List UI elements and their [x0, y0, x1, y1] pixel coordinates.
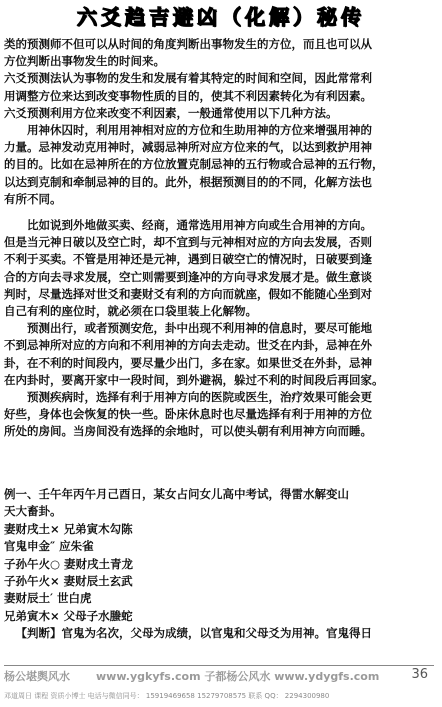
footer-contact: 邓道周日 课程 资质小博士 电话与微信同号： 15919469658 15279708575 联系 QQ： 2294300980 [4, 692, 330, 700]
paragraph [4, 36, 434, 70]
page-number: 36 [411, 667, 428, 682]
paragraph-line: 用调整方位来达到改变事物性质的目的，使其不利因素转化为有利因素。 [4, 88, 372, 103]
paragraph [4, 70, 434, 122]
paragraph-line: 但是当元神日破以及空亡时，却不宜到与元神相对应的方向去发展，否则 [4, 235, 372, 250]
paragraph-line: 所处的房间。当房间没有选择的余地时，可以使头朝有利用神方向而睡。 [4, 424, 372, 439]
paragraph-line: 预测疾病时，选择有利于用神方向的医院或医生，治疗效果可能会更 [27, 390, 372, 405]
hexagram-line: 妻财戌土× 兄弟寅木勾陈 [4, 521, 133, 536]
paragraph-line: 预测出行，或者预测安危，卦中出现不利用神的信息时，要尽可能地 [27, 321, 372, 336]
paragraph-line: 自己有利的座位时，就必须在口袋里装上化解物。 [4, 304, 257, 319]
paragraph-line: 不利于买卖。不管是用神还是元神，遇到日破空亡的情况时，日破要到逢 [4, 252, 372, 267]
footer-links: www.ygkyfs.com 子都杨公风水 www.ydygfs.com [96, 670, 380, 683]
paragraph-line: 的目的。比如在忌神所在的方位放置克制忌神的五行物或合忌神的五行物， [4, 157, 384, 172]
example-section [4, 486, 434, 643]
paragraph-line: 六爻预测法认为事物的发生和发展有着其特定的时间和空间，因此常常利 [4, 71, 372, 86]
footer-divider [4, 665, 434, 666]
hexagram-line: 子孙午火× 妻财辰土玄武 [4, 574, 133, 589]
judgement-line: 【判断】官鬼为名次，父母为成绩，以官鬼和父母爻为用神。官鬼得日 [15, 626, 372, 641]
paragraph-line: 判时，尽量选择对世爻和妻财爻有利的方向而就座，假如不能随心坐到对 [4, 286, 372, 301]
paragraph-line: 不到忌神所对应的方向和不利用神的方向去走动。世爻在内卦，忌神在外 [4, 338, 372, 353]
paragraph-line: 力量。忌神发动克用神时，减弱忌神所对应方位来的气，以达到救护用神 [4, 140, 372, 155]
paragraph-line: 有所不同。 [4, 191, 62, 206]
page-footer [4, 668, 434, 686]
paragraph [4, 122, 434, 208]
paragraph-line: 六爻预测利用方位来改变不利因素，一般通常使用以下几种方法。 [4, 105, 338, 120]
example-heading-line-1: 例一、壬午年丙午月己酉日，某女占问女儿高中考试，得雷水解变山 [4, 487, 349, 501]
paragraph [4, 217, 434, 320]
hexagram-line: 子孙午火○ 妻财戌土青龙 [4, 556, 134, 571]
body-text [4, 36, 434, 441]
example-heading-line-2: 天大畜卦。 [4, 504, 62, 519]
paragraph-line: 合的方向去寻求发展，空亡则需要到逢冲的方向寻求发展才是。做生意谈 [4, 269, 372, 284]
paragraph [4, 389, 434, 441]
paragraph [4, 320, 434, 389]
paragraph-line: 卦，在不利的时间段内，要尽量少出门，多在家。如果世爻在外卦，忌神 [4, 355, 372, 370]
footer-brand: 杨公堪舆风水 [4, 670, 70, 683]
paragraph-line: 用神休囚时，利用用神相对应的方位和生助用神的方位来增强用神的 [27, 123, 372, 138]
paragraph-line: 比如说到外地做买卖、经商，通常选用用神方向或生合用神的方向。 [27, 218, 372, 233]
paragraph-line: 好些，身体也会恢复的快一些。卧床休息时也尽量选择有利于用神的方位 [4, 407, 372, 422]
hexagram-line: 妻财辰土′ 世白虎 [4, 591, 92, 606]
page-title: 六爻趋吉避凶（化解）秘传 [77, 5, 365, 29]
paragraph-line: 在内卦时，要离开家中一段时间，到外避祸，躲过不利的时间段后再回家。 [4, 372, 384, 387]
hexagram-line: 官鬼申金″ 应朱雀 [4, 539, 94, 554]
paragraph-line: 方位判断出事物发生的时间来。 [4, 54, 165, 69]
paragraph-line: 类的预测师不但可以从时间的角度判断出事物发生的方位，而且也可以从 [4, 37, 372, 51]
hexagram-line: 兄弟寅木× 父母子水螣蛇 [4, 608, 133, 623]
paragraph-line: 以达到克制和牵制忌神的目的。此外，根据预测目的的不同，化解方法也 [4, 174, 372, 189]
